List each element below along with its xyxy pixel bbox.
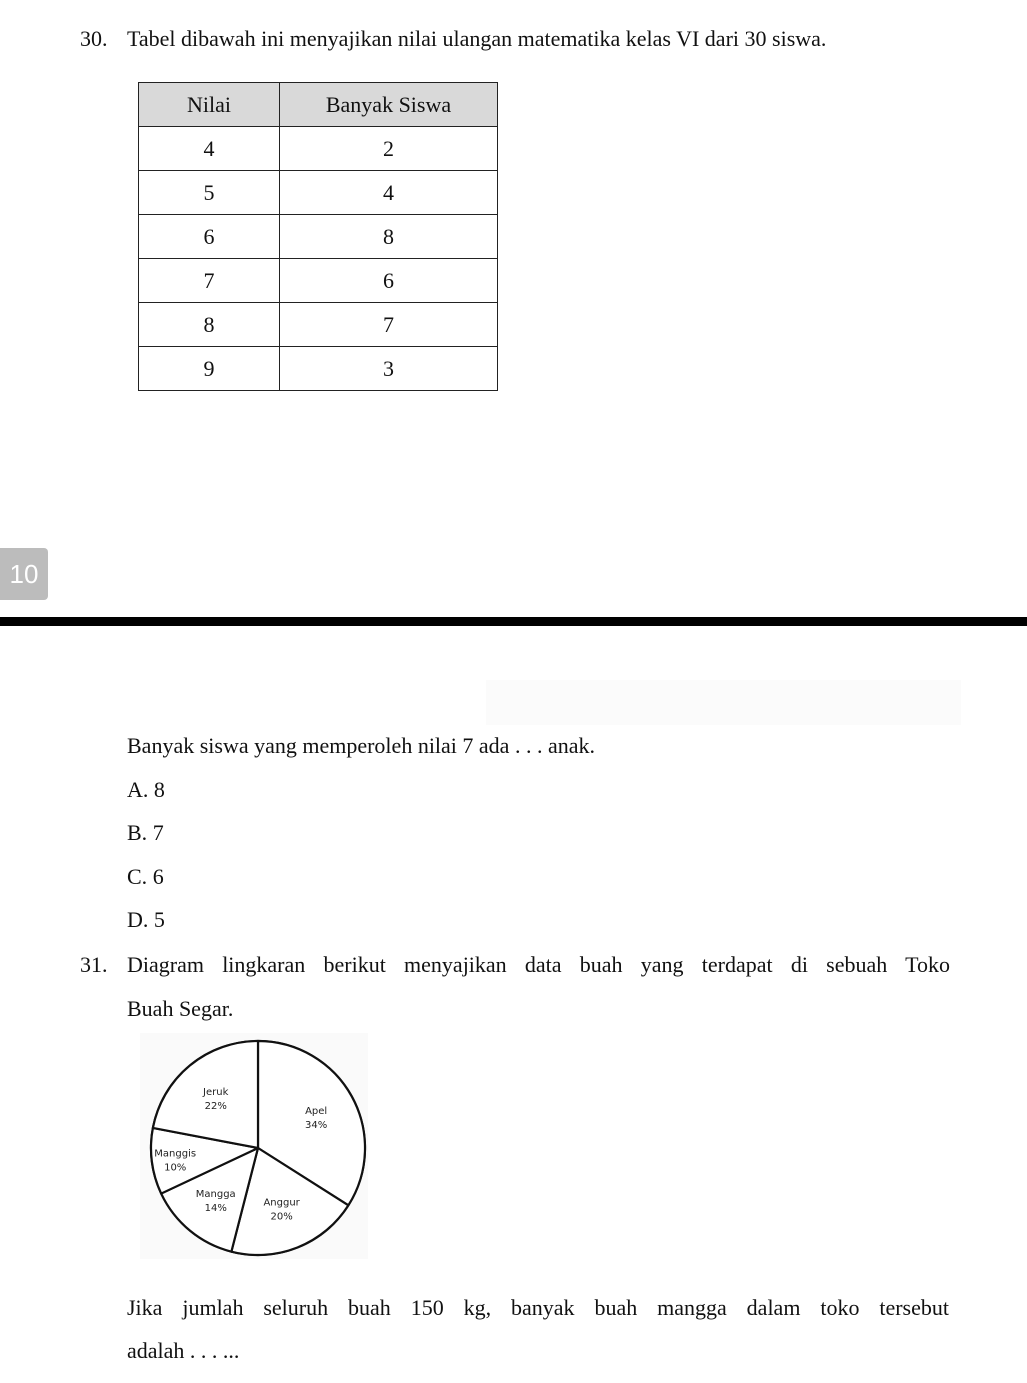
table-cell-count: 2 xyxy=(280,127,498,171)
fruit-pie-chart xyxy=(140,1033,368,1259)
table-row xyxy=(139,347,498,391)
option-value: 5 xyxy=(153,907,165,932)
table-header-row xyxy=(139,83,498,127)
table-row xyxy=(139,127,498,171)
page-header-band xyxy=(486,680,961,725)
table-cell-nilai: 8 xyxy=(139,303,280,347)
table-header-banyak-siswa: Banyak Siswa xyxy=(280,83,498,127)
table-cell-count: 8 xyxy=(280,215,498,259)
pie-label-name: Mangga xyxy=(195,1189,236,1201)
option-letter: B. xyxy=(127,820,148,845)
option-b[interactable] xyxy=(127,820,164,846)
option-letter: A. xyxy=(127,777,149,802)
table-cell-nilai: 5 xyxy=(139,171,280,215)
table-header-nilai: Nilai xyxy=(139,83,280,127)
table-cell-nilai: 4 xyxy=(139,127,280,171)
pie-label-percent: 34% xyxy=(305,1120,328,1132)
table-cell-count: 3 xyxy=(280,347,498,391)
question-text-line1: Diagram lingkaran berikut menyajikan data buah yang terdapat di sebuah Toko xyxy=(127,952,950,977)
question-text-line2: Buah Segar. xyxy=(127,996,234,1021)
option-letter: D. xyxy=(127,907,149,932)
pie-label-percent: 20% xyxy=(270,1211,293,1223)
option-value: 6 xyxy=(152,864,164,889)
option-d[interactable] xyxy=(127,907,165,933)
pie-label-percent: 22% xyxy=(204,1100,227,1112)
question-31-prompt-line1: Jika jumlah seluruh buah 150 kg, banyak buah mangga dalam toko tersebut xyxy=(127,1295,949,1320)
table-row xyxy=(139,171,498,215)
question-number: 30. xyxy=(80,26,108,51)
pie-svg xyxy=(140,1033,368,1259)
pie-label-name: Apel xyxy=(305,1106,328,1118)
option-c[interactable] xyxy=(127,864,164,890)
pie-label-percent: 10% xyxy=(164,1162,187,1174)
table-row xyxy=(139,215,498,259)
table-cell-count: 6 xyxy=(280,259,498,303)
page-divider xyxy=(0,617,1027,626)
pie-label-name: Manggis xyxy=(154,1148,197,1160)
table-cell-nilai: 7 xyxy=(139,259,280,303)
question-number: 31. xyxy=(80,952,108,977)
pie-label-name: Anggur xyxy=(263,1197,300,1209)
question-30-prompt: Banyak siswa yang memperoleh nilai 7 ada . . . anak. xyxy=(127,733,595,758)
table-row xyxy=(139,259,498,303)
table-cell-nilai: 6 xyxy=(139,215,280,259)
pie-label-percent: 14% xyxy=(204,1203,227,1215)
question-text: Tabel dibawah ini menyajikan nilai ulangan matematika kelas VI dari 30 siswa. xyxy=(127,26,827,51)
page-number-badge: 10 xyxy=(0,548,48,600)
score-table xyxy=(138,82,498,391)
table-cell-count: 4 xyxy=(280,171,498,215)
table-cell-count: 7 xyxy=(280,303,498,347)
table-cell-nilai: 9 xyxy=(139,347,280,391)
option-letter: C. xyxy=(127,864,148,889)
table-row xyxy=(139,303,498,347)
option-value: 7 xyxy=(152,820,164,845)
question-31-stem xyxy=(80,952,950,978)
pie-label-name: Jeruk xyxy=(203,1086,229,1098)
option-value: 8 xyxy=(153,777,165,802)
question-31-prompt-line2: adalah . . . ... xyxy=(127,1338,240,1363)
option-a[interactable] xyxy=(127,777,165,803)
question-30-stem xyxy=(80,26,826,52)
